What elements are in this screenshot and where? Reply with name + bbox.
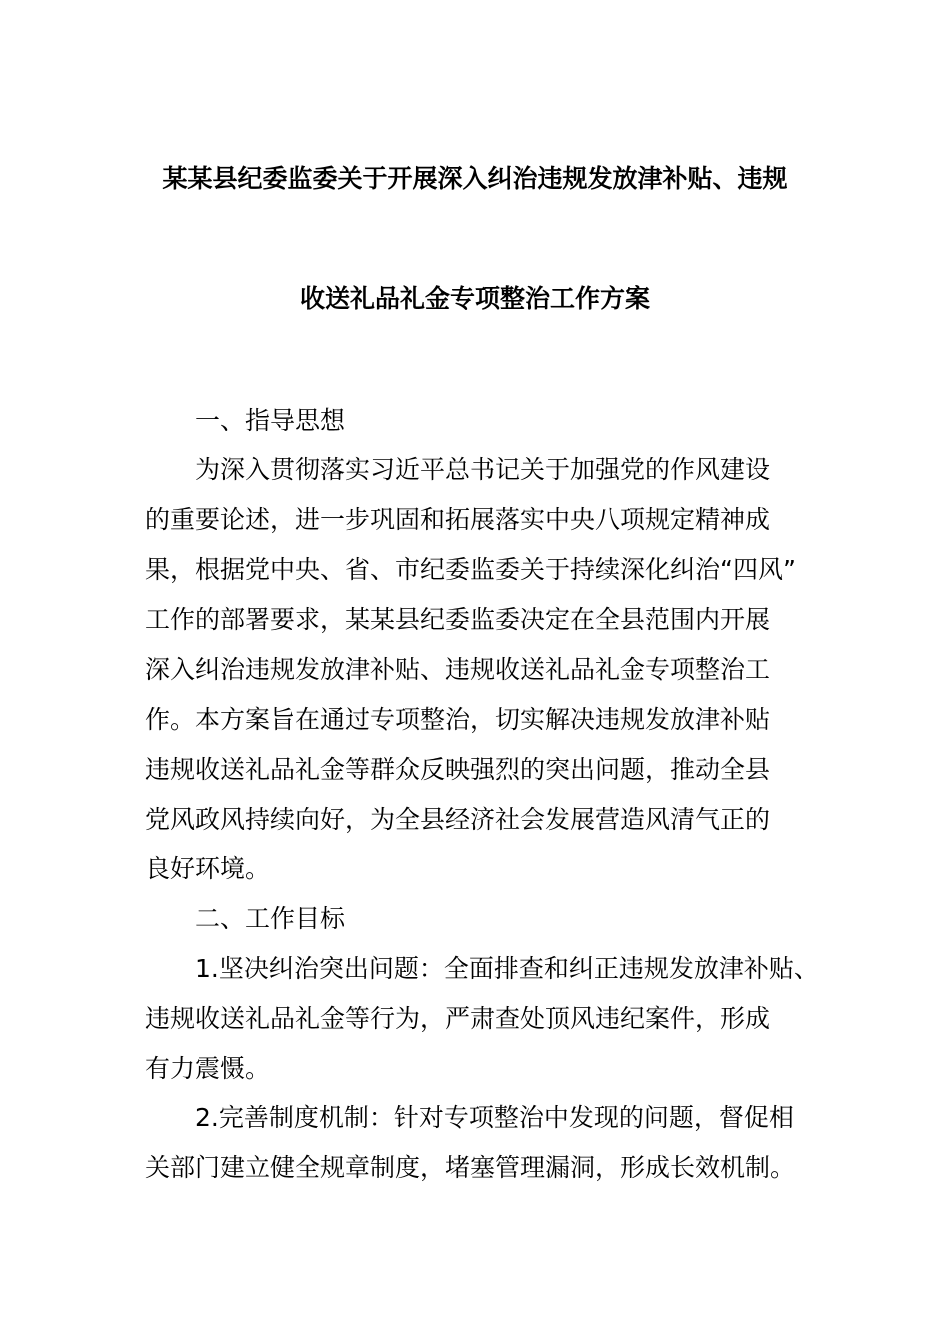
paragraph-line: 党风政风持续向好，为全县经济社会发展营造风清气正的 [145,805,771,834]
paragraph-line: 果，根据党中央、省、市纪委监委关于持续深化纠治“四风” [145,555,796,584]
paragraph-line: 的重要论述，进一步巩固和拓展落实中央八项规定精神成 [145,505,771,534]
paragraph-line: 为深入贯彻落实习近平总书记关于加强党的作风建设 [195,455,771,484]
paragraph-line: 1.坚决纠治突出问题：全面排查和纠正违规发放津补贴、 [195,954,819,983]
paragraph-line: 有力震慑。 [145,1054,271,1083]
document-title-line-1: 某某县纪委监委关于开展深入纠治违规发放津补贴、违规 [162,164,788,193]
document-title-line-2: 收送礼品礼金专项整治工作方案 [299,284,650,313]
paragraph-line: 2.完善制度机制：针对专项整治中发现的问题，督促相 [195,1103,794,1132]
paragraph-line: 违规收送礼品礼金等行为，严肃查处顶风违纪案件，形成 [145,1004,771,1033]
paragraph-line: 关部门建立健全规章制度，堵塞管理漏洞，形成长效机制。 [145,1153,796,1182]
paragraph-line: 工作的部署要求，某某县纪委监委决定在全县范围内开展 [145,605,771,634]
paragraph-line: 违规收送礼品礼金等群众反映强烈的突出问题，推动全县 [145,755,771,784]
paragraph-line: 作。本方案旨在通过专项整治，切实解决违规发放津补贴 [145,705,771,734]
paragraph-line: 良好环境。 [145,854,271,883]
section-heading-guiding-ideology: 一、指导思想 [195,406,346,435]
paragraph-line: 深入纠治违规发放津补贴、违规收送礼品礼金专项整治工 [145,655,771,684]
section-heading-work-goals: 二、工作目标 [195,904,346,933]
